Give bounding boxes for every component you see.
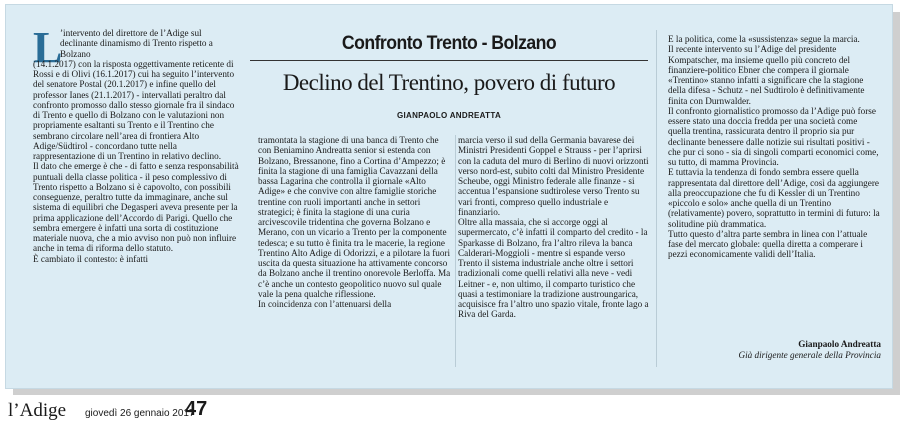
body-paragraph: In coincidenza con l’attenuarsi della [258,299,392,309]
body-paragraph: Il confronto giornalistico promosso da l’Adige può forse essere stato una doccia fredda per una società come quella trentina, rassicurata dentro il proprio sia pur declinante benessere dalle notizie sui risultati positivi - che pur ci sono - sia di singoli comparti economici come, su tutto, di mamma Provincia. [668,105,879,167]
body-paragraph: Tutto questo d’altra parte sembra in linea con l’attuale fase del mercato globale: quella diretta a comperare i pezzi economicamente validi dell’Italia. [668,228,868,260]
article-column-2 [258,135,453,309]
article-shadow-right [893,12,900,395]
body-paragraph: È cambiato il contesto: è infatti [33,253,149,264]
body-paragraph: E tuttavia la tendenza di fondo sembra essere quella rappresentata dal direttore dell’Adige, così da aggiungere alla preoccupazione che fu di Kessler di un Trentino «piccolo e solo» anche quella di un Trentino (relativamente) povero, soprattutto in termini di futuro: la solitudine più drammatica. [668,167,880,229]
author-role: Già dirigente generale della Provincia [738,350,881,360]
body-paragraph: tramontata la stagione di una banca di Trento che con Beniamino Andreatta senior si estenda con Bolzano, Bressanone, fino a Cortina d’Ampezzo; è finita la stagione di una famiglia Cavazzani della bassa Lagarina che controlla il giornale «Alto Adige» e che convive con altre famiglie storiche trentine con ruoli importanti anche in settori strategici; è finita la stagione di una curia arcivescovile tridentina che governa Bolzano e Merano, con un vicario a Trento per la componente tedesca; e su tutto è finita tra le macerie, la regione Trentino Alto Adige di Odorizzi, e a pilotare la fuori uscita da questa situazione ha attivamente concorso da Bolzano anche il trentino onorevole Berloffa. Ma c’è anche un contesto geopolitico nuovo sul quale vale la pena qualche riflessione. [258,135,451,299]
article-column-4 [668,34,881,260]
article-column-3 [458,135,651,320]
author-signature: Gianpaolo Andreatta [798,339,881,349]
drop-cap: L [33,23,63,72]
article-column-1 [33,23,240,264]
lead-paragraph-start: ’intervento del direttore de l’Adige sul declinante dinamismo di Trento rispetto a Bolzano [60,28,213,59]
issue-date: giovedì 26 gennaio 2017 [85,408,195,419]
body-paragraph: E la politica, come la «sussistenza» segue la marcia. [668,34,860,44]
body-paragraph: marcia verso il sud della Germania bavarese dei Ministri Presidenti Goppel e Strauss - per l’aprirsi con la caduta del muro di Berlino di nuovi orizzonti verso nord-est, subito colti dal Ministro Presidente Scheube, oggi Ministro federale alle finanze - si accentua l’espansione sudtirolese verso Trento su vari fronti, compreso quello industriale e finanziario. [458,135,649,217]
byline: GIANPAOLO ANDREATTA [396,111,502,120]
article-shadow-bottom [13,389,900,395]
body-paragraph: Il recente intervento su l’Adige del presidente Kompatscher, ma insieme quello più concreto del finanziere-politico Ebner che compera il giornale «Trentino» stanno infatti a significare che la stagione della difesa - Schutz - nel Sudtirolo è definitivamente finita con Durnwalder. [668,44,865,106]
page-number: 47 [185,398,208,420]
page-footer [8,400,308,424]
body-paragraph: Oltre alla massaia, che si accorge oggi al supermercato, c’è infatti il comparto del credito - la Sparkasse di Bolzano, fra l’altro rileva la banca Calderari-Moggioli - mentre si espande verso Trento il sistema industriale anche oltre i settori tradizionali come quelli relativi alla neve - vedi Leitner - e, non ultimo, il comparto turistico che quasi a testimoniare la tradizione austroungarica, acquisisce fra l’altro uno spazio vitale, fronte lago a Riva del Garda. [458,217,649,320]
column-divider [656,30,657,367]
newspaper-masthead: l’Adige [8,400,67,421]
body-paragraph: Il dato che emerge è che - di fatto e senza responsabilità puntuali della classe politica - il peso complessivo di Trento rispetto a Bolzano si è capovolto, con possibili conseguenze, peraltro tutte da immaginare, anche sul sistema di equilibri che Degasperi aveva presente per la prima applicazione dell’Accordo di Parigi. Quello che sembra emergere è infatti una sorta di costituzione materiale nuova, che a mio avviso non può non influire anche in tema di riforma dello statuto. [33,161,239,254]
section-kicker: Confronto Trento - Bolzano [341,33,557,54]
lead-paragraph-rest: (14.1.2017) con la risposta oggettivamente reticente di Rossi e di Olivi (16.1.2017) cui ha seguito l’intervento del senatore Postal (20.1.2017) e infine quello del professor Ianes (21.1.2017) - intervallati peraltro dal confronto promosso dallo stesso giornale fra il sindaco di Trento e quello di Bolzano con le valutazioni non propriamente esaltanti su Trento e il Trentino che sembrano circolare nell’area di frontiera Alto Adige/Südtirol - concordano tutte nella rappresentazione di un Trentino in relativo declino. [33,58,235,161]
kicker-rule [250,60,648,61]
column-divider [455,135,456,367]
headline: Declino del Trentino, povero di futuro [282,70,616,95]
